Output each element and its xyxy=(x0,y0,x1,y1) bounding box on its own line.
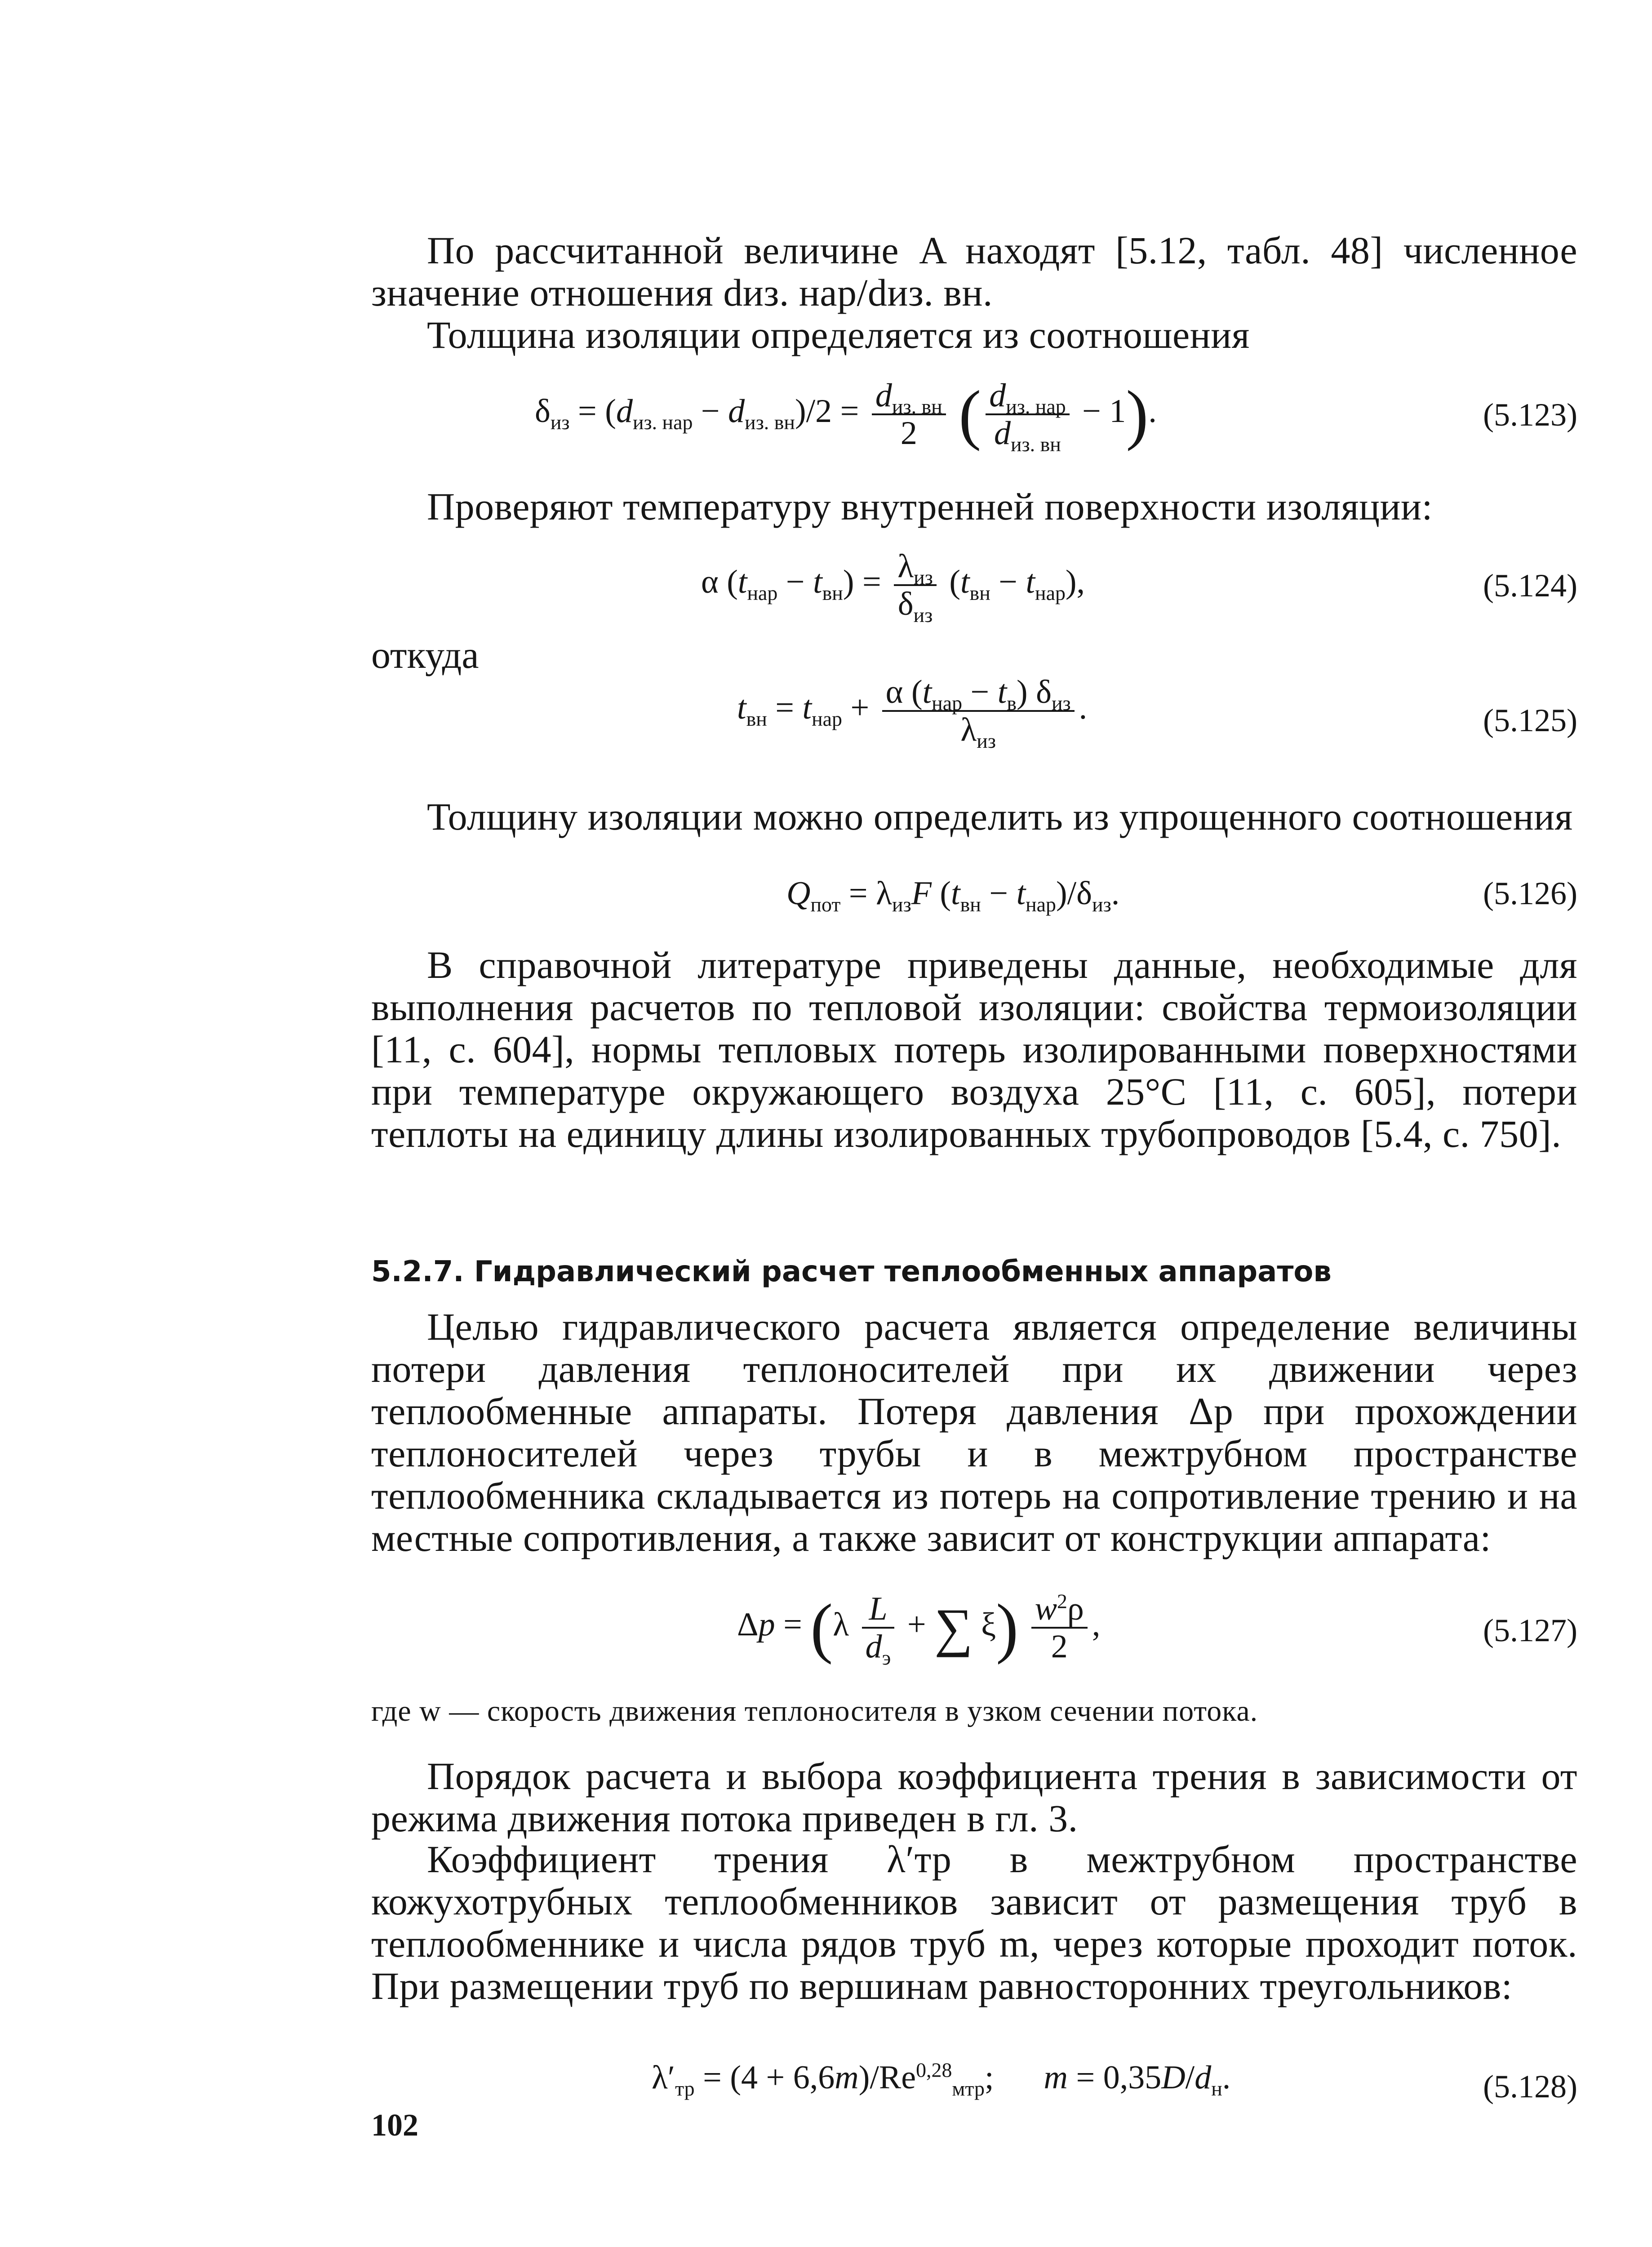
paragraph-1 xyxy=(371,229,1577,314)
footnote xyxy=(371,1693,1577,1729)
equation-5-126: $Q_{пот} = \lambda_{из}F$ $(t_{вн} - t_{нар})/\delta_{из}$. xyxy=(786,875,1120,916)
paragraph-8-text: Коэффициент трения λ′тр в межтрубном пространстве кожухотрубных теплообменников зависит от размещения труб в теплообменнике и числа рядов труб m, через которые проходит поток. При размещении труб по вершинам равносторонних треугольников: xyxy=(371,1838,1577,2007)
section-heading: 5.2.7. Гидравлический расчет теплообменных аппаратов xyxy=(371,1255,1332,1288)
paragraph-7-text: Порядок расчета и выбора коэффициента трения в зависимости от режима движения потока приведен в гл. 3. xyxy=(371,1754,1577,1840)
paragraph-4-text: Толщину изоляции можно определить из упрощенного соотношения xyxy=(427,795,1573,838)
paragraph-6-text: Целью гидравлического расчета является определение величины потери давления теплоносителей при их движении через теплообменные аппараты. Потеря давления Δp при прохождении теплоносителей через трубы и в межтрубном пространстве теплообменника складывается из потерь на сопротивление трению и на местные сопротивления, а также зависит от конструкции аппарата: xyxy=(371,1305,1577,1559)
equation-5-124: α $(t_{нар} - t_{вн})$ = $\frac{\lambda_{из}}{\delta_{из}}$ $(t_{вн} - t_{нар})$, xyxy=(701,548,1085,626)
paragraph-6 xyxy=(371,1306,1577,1559)
paragraph-3-text: Проверяют температуру внутренней поверхности изоляции: xyxy=(427,485,1433,528)
paragraph-7 xyxy=(371,1755,1577,1839)
equation-5-123: $\delta_{из} = (d_{из. нар} - d_{из. вн})/2$ = $\frac{d_{из. вн}}{2}$ ( $\frac{d_{из. нар}}{d_{из. вн}}$ − 1). xyxy=(535,377,1157,456)
equation-5-127: Δp = (λ $\frac{L}{d_э}$ + ∑ ξ) $\frac{w^2\rho}{2}$ , xyxy=(737,1590,1101,1669)
paragraph-5 xyxy=(371,944,1577,1155)
paragraph-8 xyxy=(371,1838,1577,2007)
equation-number-5-128: (5.128) xyxy=(1483,2069,1577,2105)
paragraph-2 xyxy=(371,314,1577,356)
footnote-text: где w — скорость движения теплоносителя в узком сечении потока. xyxy=(371,1695,1258,1727)
equation-number-5-123: (5.123) xyxy=(1483,397,1577,433)
equation-5-125: $t_{вн} = t_{нар}$ + $\frac{\alpha (t_{нар} - t_в) \delta_{из}}{\lambda_{из}}$ . xyxy=(737,674,1088,752)
equation-number-5-124: (5.124) xyxy=(1483,568,1577,604)
paragraph-5-text: В справочной литературе приведены данные, необходимые для выполнения расчетов по тепловой изоляции: свойства термоизоляции [11, с. 604], нормы тепловых потерь изолированными поверхностями при температуре окружающего воздуха 25°С [11, с. 605], потери теплоты на единицу длины изолированных трубопроводов [5.4, с. 750]. xyxy=(371,943,1577,1155)
paragraph-2-text: Толщина изоляции определяется из соотношения xyxy=(427,313,1250,356)
paragraph-1-text: По рассчитанной величине A находят [5.12, табл. 48] численное значение отношения dиз. нар/dиз. вн. xyxy=(371,229,1577,314)
paragraph-4 xyxy=(371,795,1577,838)
equation-number-5-125: (5.125) xyxy=(1483,702,1577,738)
equation-number-5-126: (5.126) xyxy=(1483,875,1577,911)
paragraph-3 xyxy=(371,485,1577,528)
paragraph-3-tail: откуда xyxy=(371,633,479,676)
page-number: 102 xyxy=(371,2108,418,2143)
equation-number-5-127: (5.127) xyxy=(1483,1612,1577,1648)
equation-5-128: $\lambda'_{тр} = (4 + 6,6m)/Re^{0,28}_{мтр}$; $m = 0,35D/d_н$. xyxy=(652,2058,1231,2100)
